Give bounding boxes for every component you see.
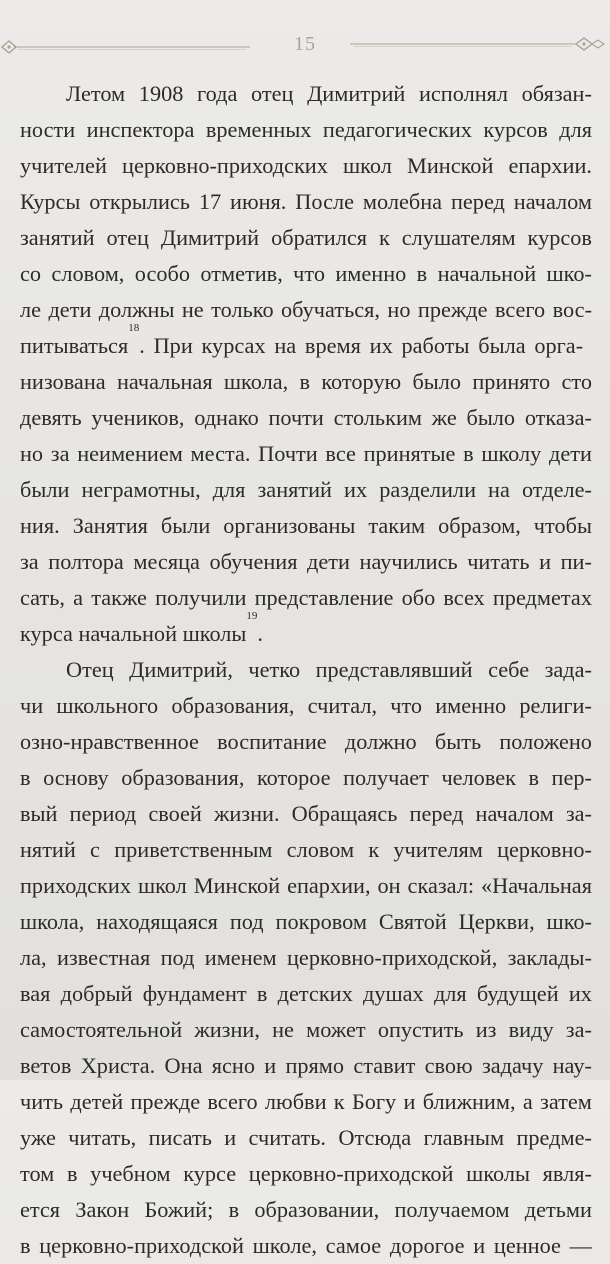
- word: предме-: [516, 1125, 592, 1150]
- text-line: [20, 1012, 592, 1048]
- word: именем: [204, 945, 277, 970]
- text-line: [20, 724, 592, 760]
- word: считал,: [307, 693, 378, 718]
- word: чтобы: [533, 513, 592, 538]
- text-line: [20, 1228, 592, 1264]
- word: словом,: [51, 261, 125, 286]
- text-line: [20, 1120, 592, 1156]
- word: своей: [148, 801, 202, 826]
- word: нятий: [20, 837, 76, 862]
- word: и: [403, 1089, 416, 1114]
- word: именно: [435, 693, 507, 718]
- word: образом,: [438, 513, 521, 538]
- word: представлявший: [315, 657, 473, 682]
- word: но: [387, 297, 411, 322]
- word: июня.: [230, 189, 287, 214]
- word: всего: [494, 297, 546, 322]
- word: душах: [362, 981, 424, 1006]
- word: были: [160, 513, 211, 538]
- word: Курсы: [20, 189, 81, 214]
- word: которое: [256, 765, 331, 790]
- word: основу: [43, 765, 109, 790]
- word: для: [212, 477, 246, 502]
- word: школ: [137, 873, 187, 898]
- word: уже: [20, 1125, 56, 1150]
- word: образования,: [171, 693, 295, 718]
- word: Занятия: [72, 513, 148, 538]
- word: курсе: [183, 1161, 237, 1186]
- word: церковно-приходской,: [287, 945, 498, 970]
- word: воспитание: [217, 729, 327, 754]
- text-line: [20, 1156, 592, 1192]
- text-line: [20, 292, 592, 328]
- word: со: [20, 261, 42, 286]
- word: сать,: [20, 585, 65, 610]
- word: же: [431, 405, 457, 430]
- word: для: [559, 117, 592, 142]
- word: и: [224, 1125, 237, 1150]
- word: в: [416, 261, 428, 286]
- word: их: [344, 477, 368, 502]
- word: явля-: [542, 1161, 592, 1186]
- word: религи-: [519, 693, 592, 718]
- word: школе,: [252, 1233, 317, 1258]
- text-line: [20, 256, 592, 292]
- word: ближним,: [422, 1089, 516, 1114]
- word: быть: [434, 729, 482, 754]
- word: которую: [321, 369, 402, 394]
- word: опустить: [377, 1017, 464, 1042]
- word: писать: [148, 1125, 212, 1150]
- word: почти: [268, 405, 324, 430]
- word: представление: [254, 585, 394, 610]
- word: и: [539, 549, 552, 574]
- word: инспектора: [86, 117, 195, 142]
- word: за: [50, 441, 70, 466]
- body-text: [20, 76, 592, 1264]
- word: в: [299, 369, 311, 394]
- word: на: [488, 477, 510, 502]
- word: пер-: [551, 765, 592, 790]
- text-line: [20, 148, 592, 184]
- word: Летом: [66, 81, 126, 106]
- word: епархии,: [287, 873, 371, 898]
- word: временных: [205, 117, 312, 142]
- text-line: [20, 652, 592, 688]
- word: педагогических: [322, 117, 472, 142]
- word: Отсюда: [338, 1125, 412, 1150]
- word: свою: [424, 1053, 473, 1078]
- word: должны: [98, 297, 175, 322]
- word: в: [463, 441, 474, 466]
- word: том: [20, 1161, 55, 1186]
- word: обучения: [209, 549, 298, 574]
- word: главным: [423, 1125, 505, 1150]
- word: и: [264, 1053, 277, 1078]
- word: Божий;: [144, 1197, 214, 1222]
- word: все: [325, 441, 356, 466]
- word: церковно-приходской: [248, 1161, 454, 1186]
- word: ставит: [353, 1053, 416, 1078]
- text-line: [20, 76, 592, 112]
- word: под: [160, 945, 195, 970]
- word: обязан-: [521, 81, 592, 106]
- word: учебном: [90, 1161, 171, 1186]
- word: в: [256, 981, 268, 1006]
- text-line: [20, 796, 592, 832]
- page-header: [0, 30, 610, 64]
- word: вый: [20, 801, 58, 826]
- word: и: [473, 1233, 486, 1258]
- word: полтора: [48, 549, 124, 574]
- text-line: [20, 400, 592, 436]
- word: что: [293, 261, 325, 286]
- word: «Начальная: [481, 873, 592, 898]
- word: самостоятельной: [20, 1017, 183, 1042]
- word: года: [197, 81, 238, 106]
- word: предметах: [492, 585, 592, 610]
- word: ясно: [211, 1053, 255, 1078]
- word: школу: [481, 441, 542, 466]
- word: перед: [409, 801, 464, 826]
- text-line: [20, 364, 592, 400]
- word: в: [66, 1161, 78, 1186]
- word: однако: [194, 405, 259, 430]
- word: 1908: [138, 81, 184, 106]
- word: неграмотны,: [81, 477, 201, 502]
- word: зада-: [544, 657, 592, 682]
- word: за-: [565, 801, 592, 826]
- word: заклады-: [507, 945, 592, 970]
- word: дорогое: [389, 1233, 465, 1258]
- word: известная: [56, 945, 151, 970]
- text-line: [20, 436, 592, 472]
- word: а: [522, 1089, 533, 1114]
- word: исполнял: [418, 81, 509, 106]
- word: детьми: [524, 1197, 592, 1222]
- word: ветов: [20, 1053, 72, 1078]
- word: вос-: [552, 297, 592, 322]
- word: занятий: [257, 477, 332, 502]
- word: принятые: [363, 441, 456, 466]
- word: период: [69, 801, 137, 826]
- word: курсов: [483, 117, 548, 142]
- word: особо: [134, 261, 191, 286]
- word: епархии.: [508, 153, 592, 178]
- word: школ: [343, 153, 392, 178]
- ornament-right-icon: [340, 30, 610, 64]
- word: он: [377, 873, 401, 898]
- text-line: [20, 760, 592, 796]
- text-line: [20, 220, 592, 256]
- word: самое: [325, 1233, 382, 1258]
- word: школы: [466, 1161, 530, 1186]
- word: Церкви,: [458, 909, 535, 934]
- word: считать.: [248, 1125, 326, 1150]
- footnote-ref-19[interactable]: 19: [246, 610, 258, 622]
- word: за: [20, 549, 39, 574]
- word: читать,: [68, 1125, 137, 1150]
- word: не: [181, 297, 204, 322]
- word: слушателям: [401, 225, 516, 250]
- word: к: [368, 837, 380, 862]
- text-line: [20, 184, 592, 220]
- word: всего: [207, 1089, 258, 1114]
- word: с: [90, 837, 100, 862]
- word: чи: [20, 693, 44, 718]
- word: получает: [343, 765, 429, 790]
- word: прямо: [285, 1053, 345, 1078]
- word: должно: [344, 729, 417, 754]
- word: Минской: [193, 873, 281, 898]
- word: учеников,: [91, 405, 185, 430]
- word: Димитрий: [160, 225, 260, 250]
- word: школа,: [20, 909, 85, 934]
- word: месяца: [133, 549, 200, 574]
- word: образования,: [121, 765, 245, 790]
- word: было: [466, 405, 516, 430]
- text-line: [20, 580, 592, 616]
- text-line: [20, 904, 592, 940]
- word: Она: [164, 1053, 203, 1078]
- word: отделе-: [521, 477, 592, 502]
- word: ла,: [20, 945, 47, 970]
- text-line: [20, 1084, 592, 1120]
- word: Минской: [407, 153, 494, 178]
- word: а: [73, 585, 84, 610]
- word: покровом: [275, 909, 367, 934]
- word: ценное: [493, 1233, 561, 1258]
- word: к: [333, 1089, 345, 1114]
- word: сказал:: [407, 873, 475, 898]
- line-text: питываться: [20, 333, 129, 358]
- word: шко-: [546, 909, 592, 934]
- word: в: [20, 1233, 31, 1258]
- word: сто: [561, 369, 592, 394]
- word: началом: [513, 189, 592, 214]
- word: —: [569, 1233, 592, 1258]
- word: четко: [248, 657, 301, 682]
- word: После: [295, 189, 355, 214]
- text-line: [20, 868, 592, 904]
- text-line: [20, 1192, 592, 1228]
- word: отметив,: [200, 261, 283, 286]
- word: школьного: [56, 693, 159, 718]
- word: будущей: [476, 981, 559, 1006]
- word: перед: [450, 189, 505, 214]
- word: приходских: [20, 873, 131, 898]
- word: началом: [475, 801, 554, 826]
- word: пи-: [560, 549, 592, 574]
- word: Обращаясь: [291, 801, 398, 826]
- word: отец: [106, 225, 149, 250]
- word: находящаяся: [96, 909, 218, 934]
- footnote-ref-18[interactable]: 18: [128, 322, 140, 334]
- word: низована: [20, 369, 106, 394]
- word: шко-: [546, 261, 592, 286]
- word: приветственным: [114, 837, 273, 862]
- word: 17: [198, 189, 222, 214]
- text-line: [20, 1048, 592, 1084]
- word: отказа-: [524, 405, 592, 430]
- word: дети: [307, 549, 350, 574]
- word: из: [475, 1017, 497, 1042]
- word: получили: [155, 585, 247, 610]
- word: затем: [540, 1089, 592, 1114]
- text-line: [20, 688, 592, 724]
- word: себе: [488, 657, 530, 682]
- word: именно: [335, 261, 407, 286]
- word: получаемом: [394, 1197, 510, 1222]
- line-text: курса начальной школы: [20, 621, 247, 646]
- word: было: [412, 369, 462, 394]
- word: к: [378, 225, 390, 250]
- word: Димитрий: [307, 81, 406, 106]
- word: Христа.: [80, 1053, 156, 1078]
- word: принято: [472, 369, 551, 394]
- word: их: [568, 981, 592, 1006]
- word: Богу: [351, 1089, 397, 1114]
- word: стольким: [333, 405, 422, 430]
- word: Отец: [66, 657, 114, 682]
- line-text: .: [257, 621, 263, 646]
- word: ле: [20, 297, 42, 322]
- word: жизни,: [194, 1017, 260, 1042]
- word: дети: [48, 297, 92, 322]
- word: разделили: [379, 477, 476, 502]
- word: фундамент: [142, 981, 247, 1006]
- word: таким: [368, 513, 426, 538]
- word: для: [433, 981, 467, 1006]
- word: Димитрий,: [129, 657, 233, 682]
- word: человек: [441, 765, 516, 790]
- word: начальной: [437, 261, 537, 286]
- word: но: [20, 441, 44, 466]
- word: прежде: [130, 1089, 201, 1114]
- word: курсов: [527, 225, 592, 250]
- word: ется: [20, 1197, 61, 1222]
- word: только: [211, 297, 274, 322]
- word: были: [20, 477, 70, 502]
- word: занятий: [20, 225, 95, 250]
- text-line: [20, 940, 592, 976]
- word: обо: [401, 585, 436, 610]
- word: под: [229, 909, 264, 934]
- word: образовании,: [254, 1197, 380, 1222]
- word: неимением: [77, 441, 183, 466]
- word: словом: [286, 837, 355, 862]
- word: церковно-приходской: [39, 1233, 244, 1258]
- word: прежде: [417, 297, 488, 322]
- word: всех: [443, 585, 485, 610]
- page-number: 15: [294, 33, 316, 55]
- word: церковно-: [497, 837, 592, 862]
- word: читать: [467, 549, 530, 574]
- word: отец: [251, 81, 294, 106]
- text-line: [20, 544, 592, 580]
- word: детей: [70, 1089, 124, 1114]
- word: Святой: [378, 909, 447, 934]
- word: виду: [508, 1017, 554, 1042]
- word: обратился: [271, 225, 367, 250]
- word: Закон: [75, 1197, 130, 1222]
- word: задачу: [481, 1053, 544, 1078]
- word: за-: [565, 1017, 592, 1042]
- word: положено: [499, 729, 592, 754]
- word: учителям: [393, 837, 483, 862]
- text-line: [20, 832, 592, 868]
- word: Почти: [258, 441, 318, 466]
- word: места.: [190, 441, 251, 466]
- word: детских: [277, 981, 353, 1006]
- word: может: [306, 1017, 366, 1042]
- word: чить: [20, 1089, 64, 1114]
- word: любви: [264, 1089, 327, 1114]
- word: в: [528, 765, 540, 790]
- word: обучаться,: [281, 297, 380, 322]
- text-line: [20, 112, 592, 148]
- word: открылись: [89, 189, 190, 214]
- word: начальная: [116, 369, 213, 394]
- text-line: [20, 976, 592, 1012]
- word: организованы: [223, 513, 356, 538]
- text-line-footnote-18: [20, 322, 592, 364]
- line-text: . При курсах на время их работы была орга-: [139, 333, 584, 358]
- word: ности: [20, 117, 76, 142]
- ornament-left-icon: [0, 30, 270, 64]
- word: в: [228, 1197, 240, 1222]
- text-line: [20, 472, 592, 508]
- word: ния.: [20, 513, 60, 538]
- word: также: [91, 585, 147, 610]
- word: учителей: [20, 153, 107, 178]
- word: нау-: [552, 1053, 592, 1078]
- word: вая: [20, 981, 51, 1006]
- word: озно-нравственное: [20, 729, 199, 754]
- word: в: [20, 765, 31, 790]
- text-line: [20, 508, 592, 544]
- word: добрый: [60, 981, 133, 1006]
- word: молебна: [362, 189, 443, 214]
- word: что: [390, 693, 423, 718]
- word: дети: [549, 441, 592, 466]
- word: научились: [359, 549, 458, 574]
- word: не: [272, 1017, 294, 1042]
- word: церковно-приходских: [122, 153, 328, 178]
- text-line-footnote-19: [20, 610, 592, 652]
- word: жизни.: [213, 801, 280, 826]
- word: девять: [20, 405, 82, 430]
- word: школа,: [223, 369, 289, 394]
